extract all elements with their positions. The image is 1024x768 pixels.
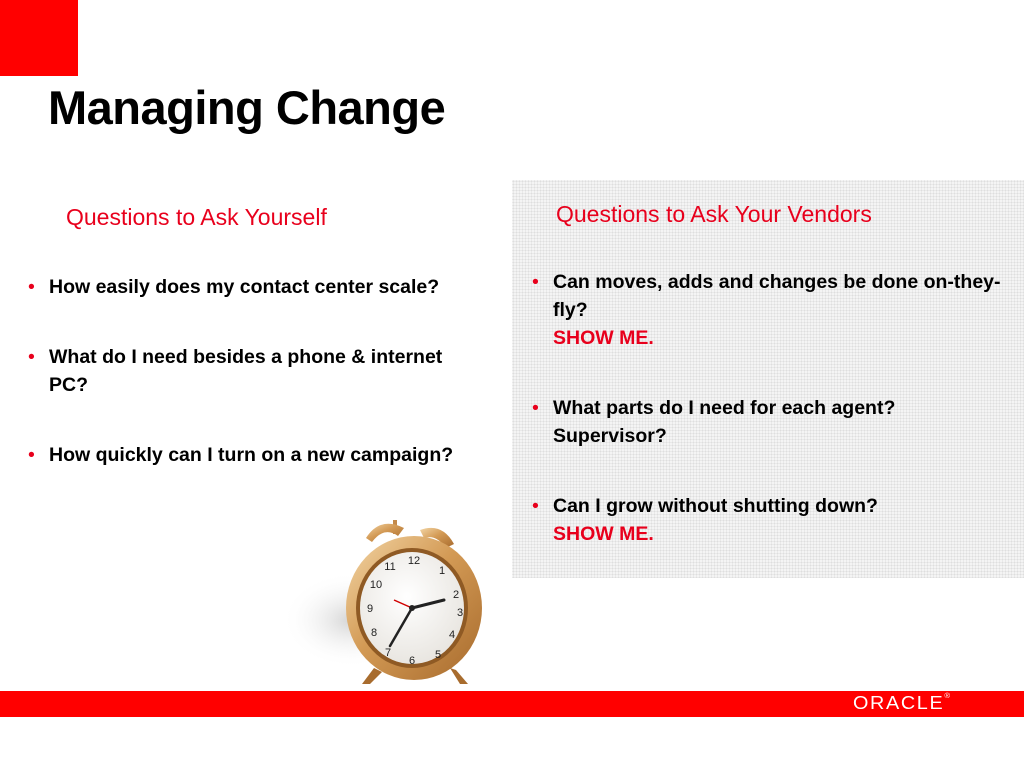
svg-text:2: 2 (452, 589, 460, 601)
bullet-icon: • (28, 444, 35, 466)
bullet-icon: • (532, 397, 539, 419)
svg-text:9: 9 (366, 603, 374, 615)
bullet-icon: • (532, 271, 539, 293)
list-item (532, 268, 1002, 352)
list-item (28, 343, 478, 399)
svg-text:5: 5 (434, 649, 442, 661)
svg-text:7: 7 (384, 647, 392, 659)
self-questions-list (28, 273, 478, 511)
list-item (28, 441, 478, 469)
bullet-icon: • (28, 346, 35, 368)
registered-mark: ® (944, 693, 951, 700)
slide-title: Managing Change (48, 81, 446, 134)
svg-text:3: 3 (456, 607, 464, 619)
bullet-text: How quickly can I turn on a new campaign? (49, 444, 454, 466)
svg-text:4: 4 (448, 629, 456, 641)
bullet-text: What parts do I need for each agent? Supervisor? (553, 397, 896, 447)
show-me-callout: SHOW ME. (553, 523, 654, 545)
vendor-questions-list (532, 268, 1002, 590)
self-questions-heading: Questions to Ask Yourself (66, 204, 327, 230)
bullet-text: Can moves, adds and changes be done on-they-fly? (553, 271, 1001, 321)
svg-text:6: 6 (408, 655, 416, 667)
vendor-questions-heading: Questions to Ask Your Vendors (556, 201, 872, 227)
bullet-text: How easily does my contact center scale? (49, 276, 440, 298)
alarm-clock-icon (282, 508, 492, 686)
svg-text:10: 10 (369, 579, 383, 591)
list-item (532, 492, 1002, 548)
list-item (28, 273, 478, 301)
svg-text:12: 12 (407, 555, 421, 567)
show-me-callout: SHOW ME. (553, 327, 654, 349)
list-item (532, 394, 1002, 450)
svg-text:1: 1 (438, 565, 446, 577)
svg-text:11: 11 (384, 561, 396, 573)
bullet-text: What do I need besides a phone & internet PC? (49, 346, 443, 396)
bullet-icon: • (532, 495, 539, 517)
corner-accent (0, 0, 78, 76)
logo-wordmark: ORACLE (853, 693, 945, 713)
bullet-icon: • (28, 276, 35, 298)
bullet-text: Can I grow without shutting down? (553, 495, 878, 517)
svg-text:8: 8 (370, 627, 378, 639)
oracle-logo (853, 693, 950, 714)
